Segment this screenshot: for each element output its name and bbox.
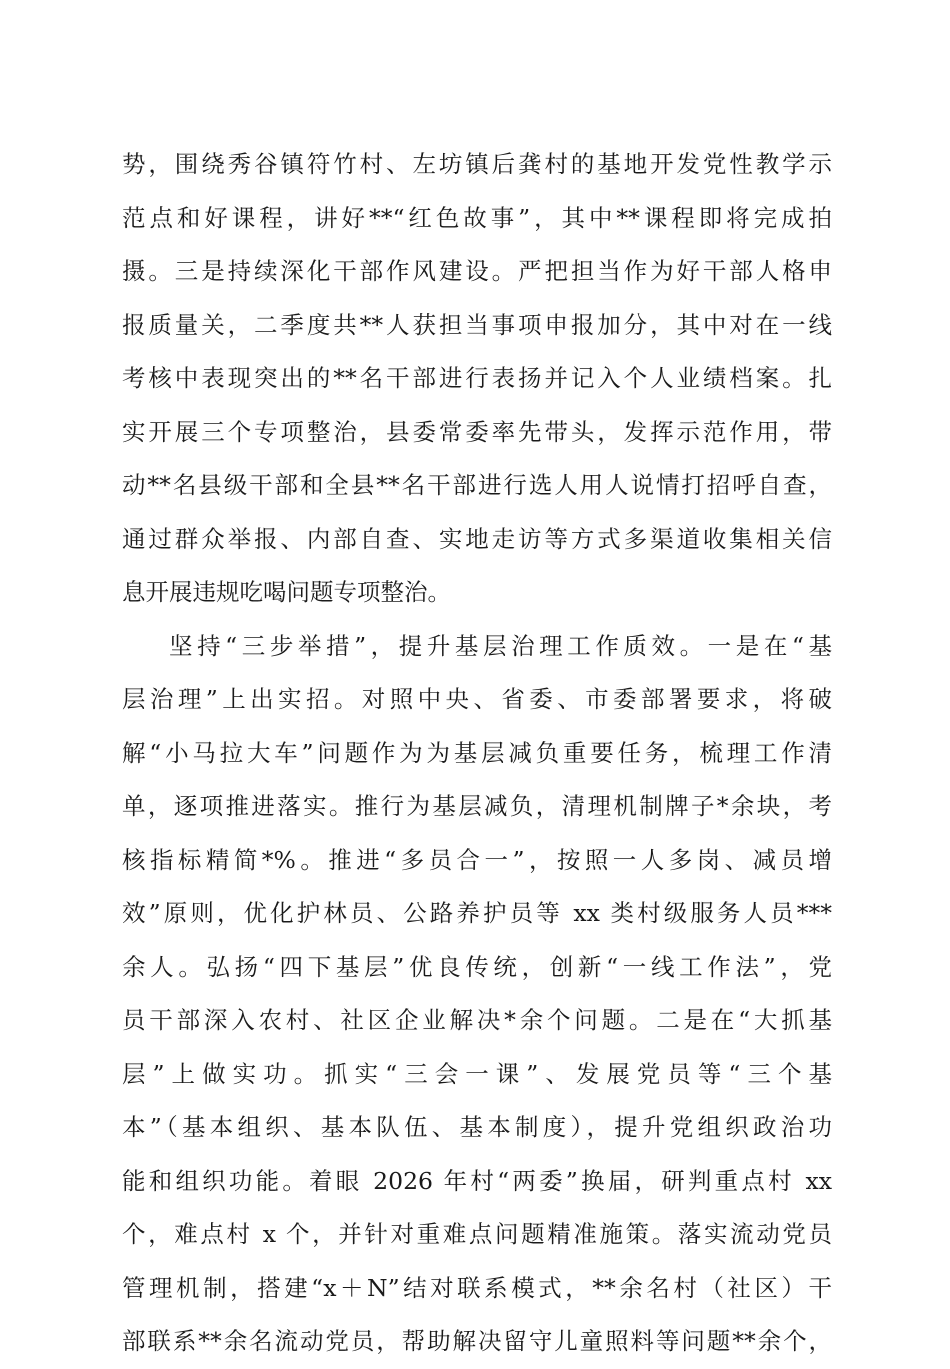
text-line: 本”（基本组织、基本队伍、基本制度），提升党组织政治功 bbox=[122, 1113, 832, 1141]
text-line: 能和组织功能。着眼 2026 年村“两委”换届，研判重点村 xx bbox=[122, 1166, 832, 1195]
text-line: 部联系**余名流动党员，帮助解决留守儿童照料等问题**余个， bbox=[122, 1327, 832, 1355]
text-line: 个，难点村 x 个，并针对重难点问题精准施策。落实流动党员 bbox=[122, 1220, 832, 1248]
text-line: 余人。弘扬“四下基层”优良传统，创新“一线工作法”，党 bbox=[122, 952, 832, 981]
text-line: 员干部深入农村、社区企业解决*余个问题。二是在“大抓基 bbox=[122, 1006, 832, 1034]
text-line: 考核中表现突出的**名干部进行表扬并记入个人业绩档案。扎 bbox=[122, 364, 832, 392]
text-line: 核指标精简*%。推进“多员合一”，按照一人多岗、减员增 bbox=[122, 845, 832, 874]
text-line: 实开展三个专项整治，县委常委率先带头，发挥示范作用，带 bbox=[122, 417, 832, 446]
paragraph-2 bbox=[122, 620, 832, 1369]
text-line: 报质量关，二季度共**人获担当事项申报加分，其中对在一线 bbox=[122, 310, 832, 339]
text-line: 层”上做实功。抓实“三会一课”、发展党员等“三个基 bbox=[122, 1059, 832, 1088]
text-line: 单，逐项推进落实。推行为基层减负，清理机制牌子*余块，考 bbox=[122, 792, 832, 820]
text-line: 解“小马拉大车”问题作为为基层减负重要任务，梳理工作清 bbox=[122, 738, 832, 767]
text-line: 层治理”上出实招。对照中央、省委、市委部署要求，将破 bbox=[122, 685, 832, 713]
text-line: 效”原则，优化护林员、公路养护员等 xx 类村级服务人员*** bbox=[122, 899, 832, 927]
text-line: 动**名县级干部和全县**名干部进行选人用人说情打招呼自查， bbox=[122, 471, 832, 499]
text-line: 摄。三是持续深化干部作风建设。严把担当作为好干部人格申 bbox=[122, 257, 832, 285]
text-line: 势，围绕秀谷镇符竹村、左坊镇后龚村的基地开发党性教学示 bbox=[122, 150, 832, 178]
text-line: 范点和好课程，讲好**“红色故事”，其中**课程即将完成拍 bbox=[122, 203, 832, 232]
body-text bbox=[122, 138, 832, 1369]
paragraph-1 bbox=[122, 138, 832, 620]
text-line: 管理机制，搭建“x＋N”结对联系模式，**余名村（社区）干 bbox=[122, 1273, 832, 1302]
text-line: 息开展违规吃喝问题专项整治。 bbox=[122, 578, 451, 606]
paragraph-heading-line: 坚持“三步举措”，提升基层治理工作质效。一是在“基 bbox=[169, 631, 832, 660]
text-line: 通过群众举报、内部自查、实地走访等方式多渠道收集相关信 bbox=[122, 524, 832, 553]
